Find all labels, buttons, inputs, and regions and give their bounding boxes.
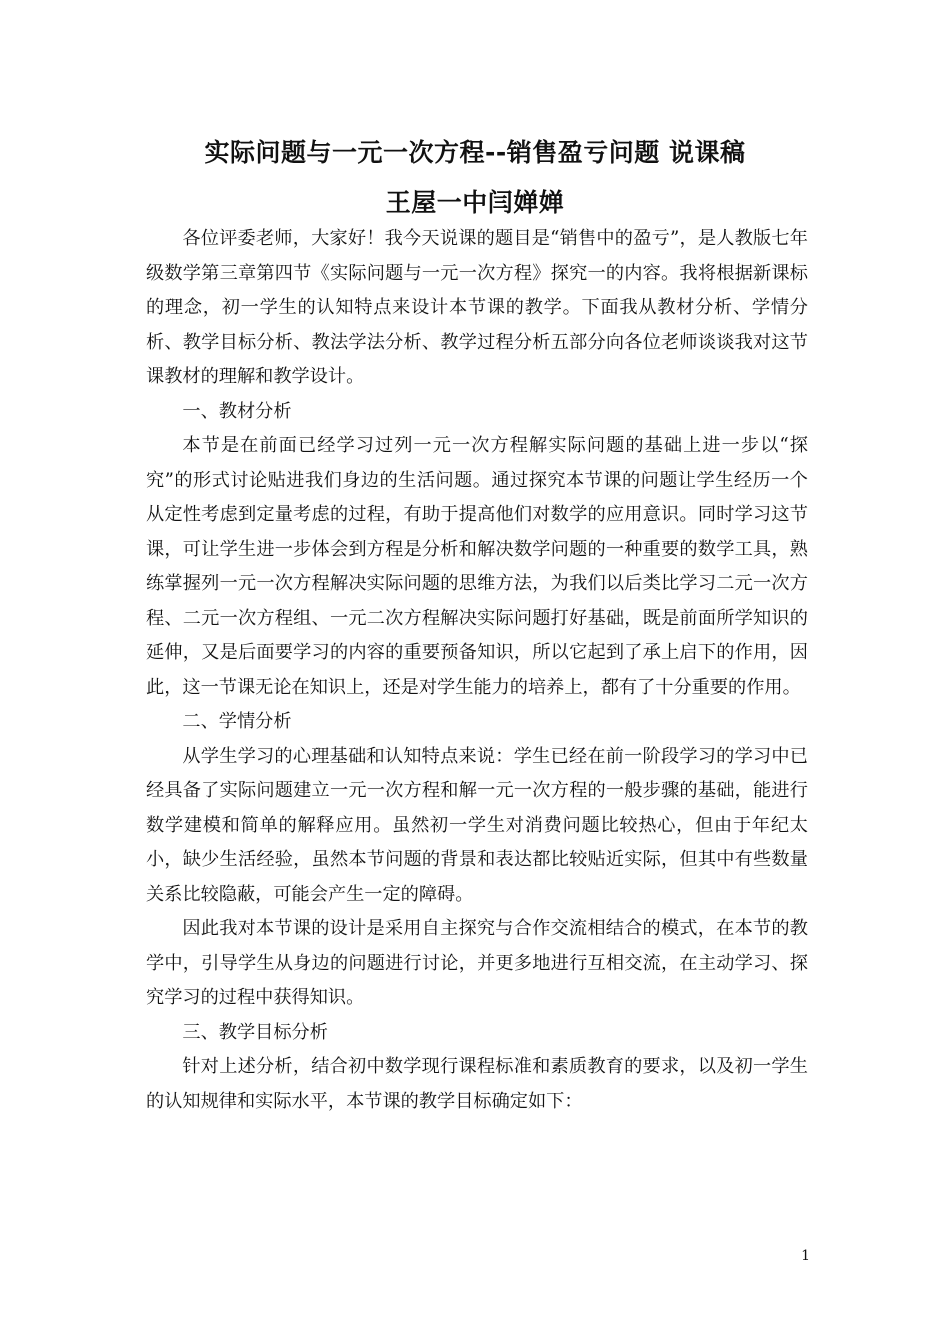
document-author: 王屋一中闫婵婵 — [385, 188, 565, 217]
document-title: 实际问题与一元一次方程--销售盈亏问题 说课稿 — [204, 138, 746, 167]
intro-paragraph: 各位评委老师，大家好！我今天说课的题目是“销售中的盈亏”，是人教版七年级数学第三章第四节《实际问题与一元一次方程》探究一的内容。我将根据新课标的理念，初一学生的认知特点来设计本节课的教学。下面我从教材分析、学情分析、教学目标分析、教法学法分析、教学过程分析五部分向各位老师谈谈我对这节课教材的理解和教学设计。 — [146, 228, 808, 387]
document-body — [146, 222, 808, 1119]
section-heading-student-analysis: 二、学情分析 — [182, 711, 292, 732]
teaching-goals-paragraph: 针对上述分析，结合初中数学现行课程标准和素质教育的要求，以及初一学生的认知规律和实际水平，本节课的教学目标确定如下： — [146, 1056, 808, 1112]
textbook-analysis-paragraph: 本节是在前面已经学习过列一元一次方程解实际问题的基础上进一步以“探究”的形式讨论贴进我们身边的生活问题。通过探究本节课的问题让学生经历一个从定性考虑到定量考虑的过程，有助于提高他们对数学的应用意识。同时学习这节课，可让学生进一步体会到方程是分析和解决数学问题的一种重要的数学工具，熟练掌握列一元一次方程解决实际问题的思维方法，为我们以后类比学习二元一次方程、二元一次方程组、一元二次方程解决实际问题打好基础，既是前面所学知识的延伸，又是后面要学习的内容的重要预备知识，所以它起到了承上启下的作用，因此，这一节课无论在知识上，还是对学生能力的培养上，都有了十分重要的作用。 — [146, 435, 808, 698]
page-number: 1 — [801, 1248, 810, 1264]
section-heading-textbook-analysis: 一、教材分析 — [182, 400, 292, 422]
section-heading-teaching-goals: 三、教学目标分析 — [182, 1021, 328, 1043]
student-analysis-paragraph: 从学生学习的心理基础和认知特点来说：学生已经在前一阶段学习的学习中已经具备了实际问题建立一元一次方程和解一元一次方程的一般步骤的基础，能进行数学建模和简单的解释应用。虽然初一学生对消费问题比较热心，但由于年纪太小，缺少生活经验，虽然本节问题的背景和表达都比较贴近实际，但其中有些数量关系比较隐蔽，可能会产生一定的障碍。 — [146, 745, 808, 905]
design-approach-paragraph: 因此我对本节课的设计是采用自主探究与合作交流相结合的模式，在本节的教学中，引导学生从身边的问题进行讨论，并更多地进行互相交流，在主动学习、探究学习的过程中获得知识。 — [146, 918, 808, 1008]
